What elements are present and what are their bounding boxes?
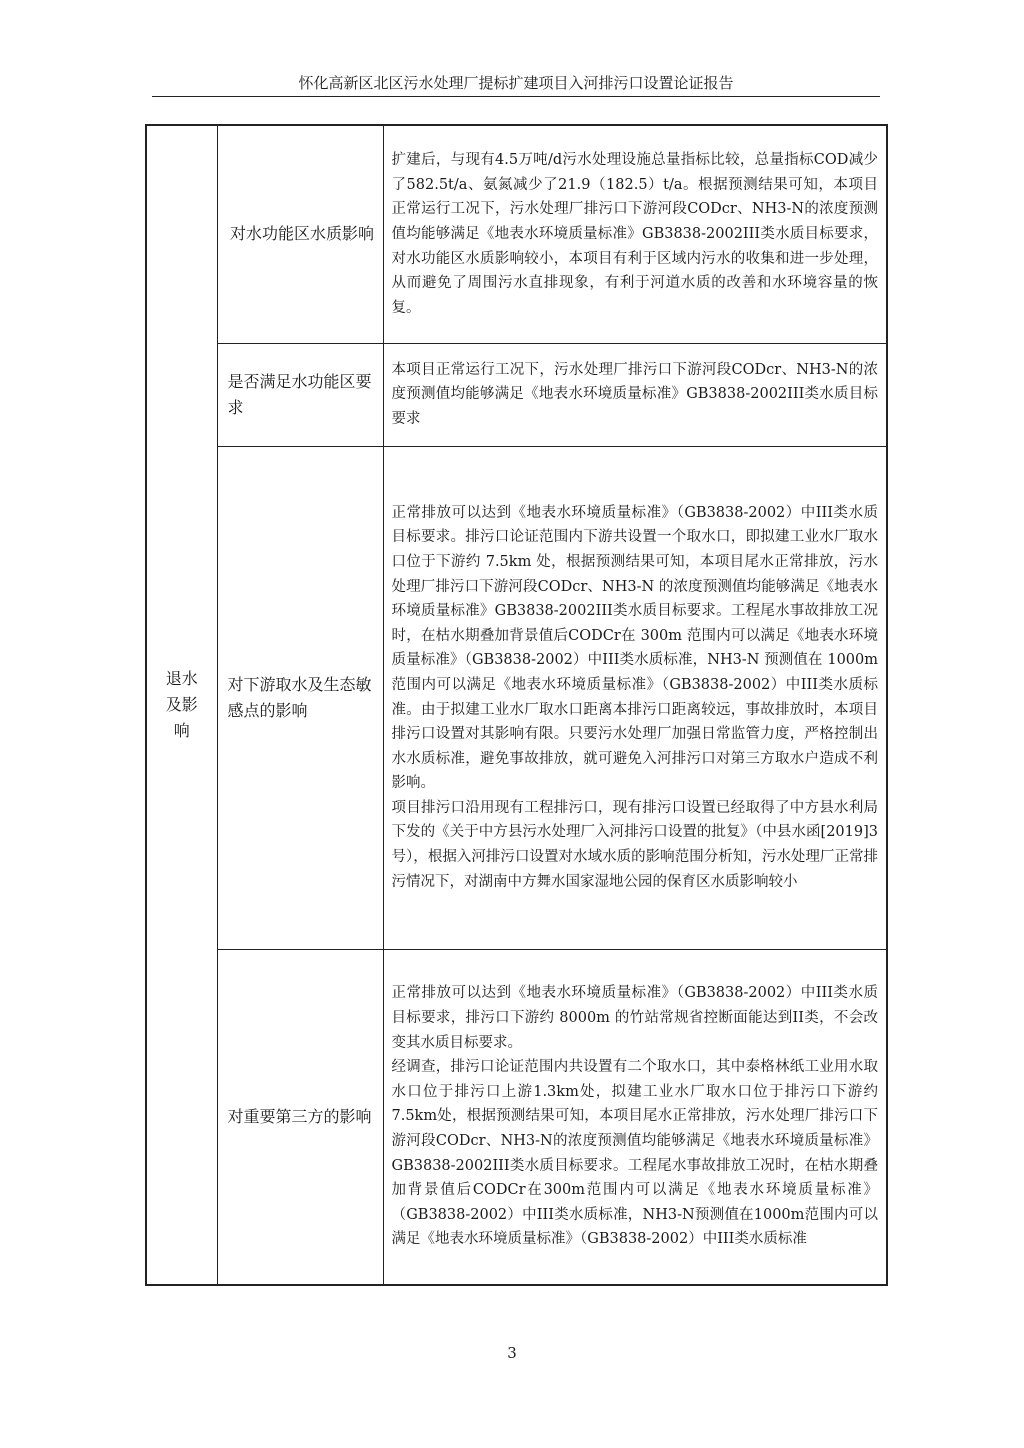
row-label: 是否满足水功能区要求 <box>227 371 372 417</box>
row-content-cell <box>383 949 887 1285</box>
row-content-paragraph: 正常排放可以达到《地表水环境质量标准》（GB3838-2002）中III类水质目标要求。排污口论证范围内下游共设置一个取水口，即拟建工业水厂取水口位于下游约 7.5km 处，根据预测结果可知，本项目尾水正常排放，污水处理厂排污口下游河段CODcr、NH3-N 的浓度预测值均能够满足《地表水环境质量标准》GB3838-2002III类水质目标要求。工程尾水事故排放工况时，在枯水期叠加背景值后CODCr在 300m 范围内可以满足《地表水环境质量标准》（GB3838-2002）中III类水质标准，NH3-N 预测值在 1000m 范围内可以满足《地表水环境质量标准》（GB3838-2002）中III类水质标准。由于拟建工业水厂取水口距离本排污口距离较远，事故排放时，本项目排污口设置对其影响有限。只要污水处理厂加强日常监管力度，严格控制出水水质标准，避免事故排放，就可避免入河排污口对第三方取水户造成不利影响。 <box>391 504 878 792</box>
row-label: 对水功能区水质影响 <box>229 224 374 244</box>
impact-table <box>145 124 888 1286</box>
row-label-cell <box>217 343 383 446</box>
row-content-paragraph: 正常排放可以达到《地表水环境质量标准》（GB3838-2002）中III类水质目标要求，排污口下游约 8000m 的竹站常规省控断面能达到II类，不会改变其水质目标要求。 <box>391 985 878 1051</box>
page-header-title: 怀化高新区北区污水处理厂提标扩建项目入河排污口设置论证报告 <box>298 74 734 92</box>
row-content-paragraph: 项目排污口沿用现有工程排污口，现有排污口设置已经取得了中方县水利局下发的《关于中方县污水处理厂入河排污口设置的批复》（中县水函[2019]3 号），根据入河排污口设置对水域水质的影响范围分析知，污水处理厂正常排污情况下，对湖南中方舞水国家湿地公园的保育区水质影响较小 <box>391 799 878 890</box>
row-content-paragraph: 扩建后，与现有4.5万吨/d污水处理设施总量指标比较，总量指标COD减少了582.5t/a、氨氮减少了21.9（182.5）t/a。根据预测结果可知，本项目正常运行工况下，污水处理厂排污口下游河段CODcr、NH3-N的浓度预测值均能够满足《地表水环境质量标准》GB3838-2002III类水质目标要求，对水功能区水质影响较小，本项目有利于区域内污水的收集和进一步处理，从而避免了周围污水直排现象，有利于河道水质的改善和水环境容量的恢复。 <box>391 152 878 316</box>
row-content-paragraph: 经调查，排污口论证范围内共设置有二个取水口，其中泰格林纸工业用水取水口位于排污口上游1.3km处，拟建工业水厂取水口位于排污口下游约7.5km处，根据预测结果可知，本项目尾水正常排放，污水处理厂排污口下游河段CODcr、NH3-N的浓度预测值均能够满足《地表水环境质量标准》GB3838-2002III类水质目标要求。工程尾水事故排放工况时，在枯水期叠加背景值后CODCr在300m范围内可以满足《地表水环境质量标准》（GB3838-2002）中III类水质标准，NH3-N预测值在1000m范围内可以满足《地表水环境质量标准》（GB3838-2002）中III类水质标准 <box>391 1059 878 1248</box>
row-content-cell <box>383 343 887 446</box>
row-content-paragraph: 本项目正常运行工况下，污水处理厂排污口下游河段CODcr、NH3-N的浓度预测值均能够满足《地表水环境质量标准》GB3838-2002III类水质目标要求 <box>391 361 878 427</box>
table-row <box>146 446 887 949</box>
page-number: 3 <box>507 1344 517 1362</box>
category-label: 退水及影响 <box>165 669 198 740</box>
row-label: 对重要第三方的影响 <box>227 1106 372 1126</box>
row-content-cell <box>383 125 887 343</box>
header-rule <box>152 96 880 97</box>
row-label: 对下游取水及生态敏感点的影响 <box>227 674 372 720</box>
table-row <box>146 343 887 446</box>
row-label-cell <box>217 446 383 949</box>
category-cell <box>146 125 217 1285</box>
row-content-cell <box>383 446 887 949</box>
table-row <box>146 125 887 343</box>
row-label-cell <box>217 125 383 343</box>
table-row <box>146 949 887 1285</box>
row-label-cell <box>217 949 383 1285</box>
